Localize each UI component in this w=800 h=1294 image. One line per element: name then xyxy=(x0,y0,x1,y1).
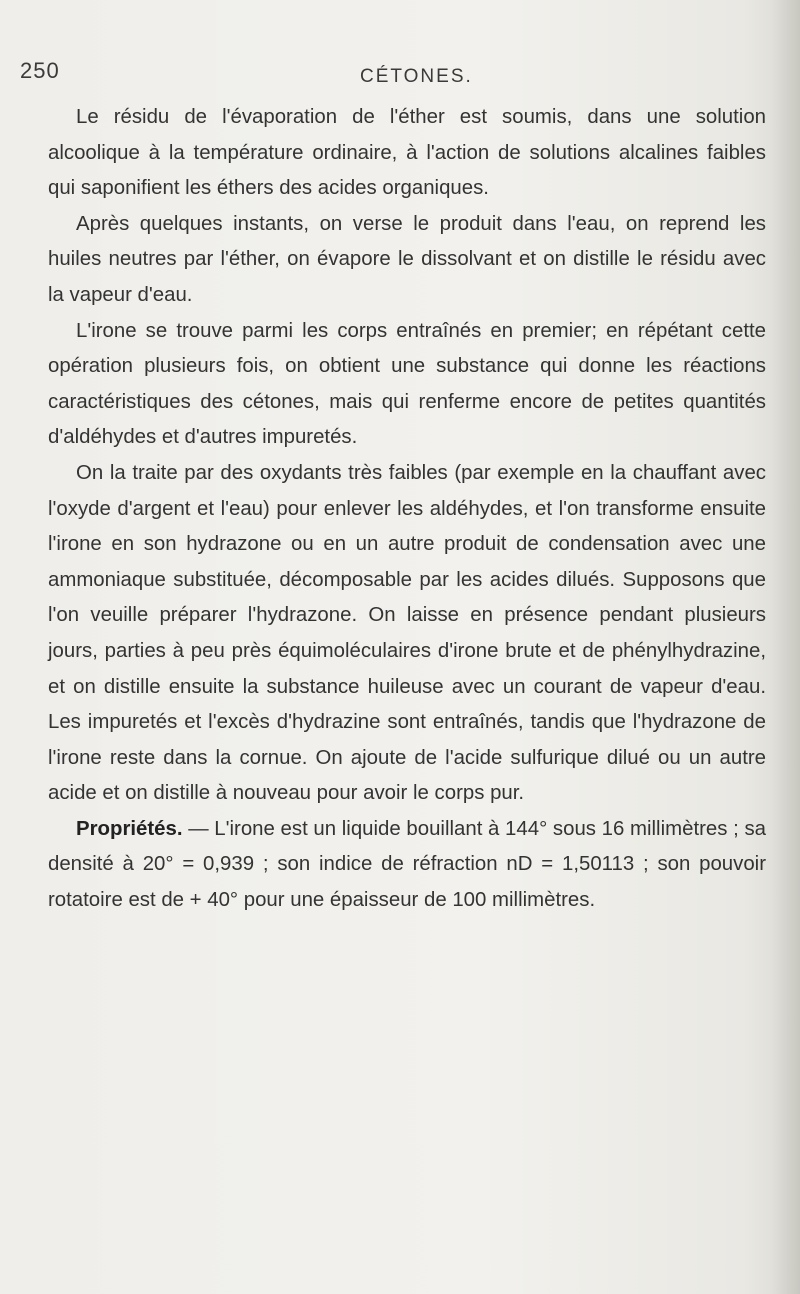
body-text xyxy=(48,100,766,919)
page-edge-shadow xyxy=(772,0,800,1294)
properties-heading: Propriétés. xyxy=(76,817,183,840)
paragraph-irone-separation: L'irone se trouve parmi les corps entraînés en premier; en répétant cette opération plusieurs fois, on obtient une substance qui donne les réactions caractéristiques des cétones, mais qui renferme encore de petites quantités d'aldéhydes et d'autres impuretés. xyxy=(48,319,766,449)
paragraph-hydrazone-purification: On la traite par des oxydants très faibles (par exemple en la chauffant avec l'oxyde d'argent et l'eau) pour enlever les aldéhydes, et l'on transforme ensuite l'irone en son hydrazone ou en un autre produit de condensation avec une ammoniaque substituée, décomposable par les acides dilués. Supposons que l'on veuille préparer l'hydrazone. On laisse en présence pendant plusieurs jours, parties à peu près équimoléculaires d'irone brute et de phénylhydrazine, et on distille ensuite la substance huileuse avec un courant de vapeur d'eau. Les impuretés et l'excès d'hydrazine sont entraînés, tandis que l'hydrazone de l'irone reste dans la cornue. On ajoute de l'acide sulfurique dilué ou un autre acide et on distille à nouveau pour avoir le corps pur. xyxy=(48,461,766,805)
paragraph-saponification: Le résidu de l'évaporation de l'éther est soumis, dans une solution alcoolique à la température ordinaire, à l'action de solutions alcalines faibles qui saponifient les éthers des acides organiques. xyxy=(48,106,766,200)
page-header xyxy=(0,54,800,94)
paragraph-steam-distillation: Après quelques instants, on verse le produit dans l'eau, on reprend les huiles neutres par l'éther, on évapore le dissolvant et on distille le résidu avec la vapeur d'eau. xyxy=(48,212,766,306)
page-number: 250 xyxy=(20,58,60,83)
paragraph-properties xyxy=(48,812,766,919)
running-title: CÉTONES. xyxy=(360,66,473,87)
properties-text: — L'irone est un liquide bouillant à 144° sous 16 millimètres ; sa densité à 20° = 0,939 ; son indice de réfraction nD = 1,50113 ; son pouvoir rotatoire est de + 40° pour une épaisseur de 100 millimètres. xyxy=(48,817,766,912)
